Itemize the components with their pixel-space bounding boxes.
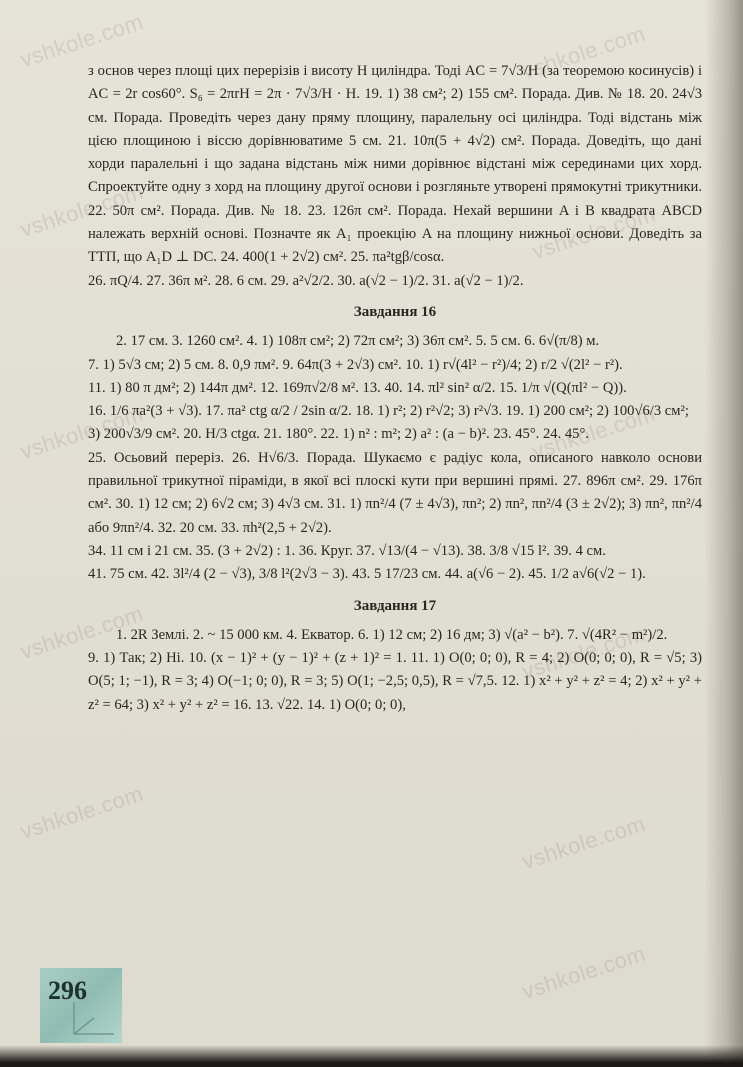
section-16-title: Завдання 16	[353, 303, 437, 320]
watermark: vshkole.com	[17, 8, 147, 73]
watermark: vshkole.com	[519, 620, 649, 685]
section-16-line: 11. 1) 80 π дм²; 2) 144π дм². 12. 169π√2/8 м². 13. 40. 14. πl² sin² α/2. 15. 1/π √(Q(πl² − Q)).	[88, 379, 627, 396]
watermark: vshkole.com	[519, 20, 649, 85]
watermark: vshkole.com	[17, 400, 147, 465]
paragraph-top-2: 26. πQ/4. 27. 36π м². 28. 6 см. 29. a²√2/2. 30. a(√2 − 1)/2. 31. a(√2 − 1)/2.	[88, 272, 524, 289]
section-17-line: 9. 1) Так; 2) Ні. 10. (x − 1)² + (y − 1)² + (z + 1)² = 1. 11. 1) O(0; 0; 0), R = 4; 2) O(0; 0; 0), R = √5; 3) O(5; 1; −1), R = 3; 4) O(−1; 0; 0), R = 3; 5) O(1; −2,5; 0,5), R = √7,5. 12. 1) x² + y² + z² = 4; 2) x² + y² + z² = 64; 3) x² + y² + z² = 16. 13. √22. 14. 1) O(0; 0; 0),	[88, 650, 702, 713]
section-16-line: 41. 75 см. 42. 3l²/4 (2 − √3), 3/8 l²(2√3 − 3). 43. 5 17/23 см. 44. a(√6 − 2). 45. 1/2 a√6(√2 − 1).	[88, 566, 646, 583]
watermark: vshkole.com	[17, 600, 147, 665]
page-number-badge	[40, 968, 122, 1043]
axes-icon	[70, 998, 118, 1038]
section-17-title: Завдання 17	[353, 597, 437, 614]
bottom-shadow	[0, 1045, 743, 1067]
watermark: vshkole.com	[17, 178, 147, 243]
answers-text	[88, 60, 702, 717]
paragraph-top-1: з основ через площі цих перерізів і висоту H циліндра. Тоді AC = 7√3/H (за теоремою косинусів) і AC = 2r cos60°. S₆ = 2πrH = 2π · 7√3/H · H. 19. 1) 38 см²; 2) 155 см². Порада. Див. № 18. 20. 24√3 см. Порада. Проведіть через дану пряму площину, паралельну осі циліндра. Тоді відстань між цією площиною і віссю дорівнюватиме 5 см. 21. 10π(5 + 4√2) см². Порада. Доведіть, що дані хорди паралельні і що задана відстань між ними дорівнює відстані між серединами цих хорд. Спроектуйте одну з хорд на площину другої основи і розгляньте утворені прямокутні трикутники. 22. 50π см². Порада. Див. № 18. 23. 126π см². Порада. Нехай вершини A і B квадрата ABCD належать верхній основі. Позначте як A₁ проекцію A на площину нижньої основи. Доведіть за ТТП, що A₁D ⊥ DC. 24. 400(1 + 2√2) см². 25. πa²tgβ/cosα.	[88, 63, 702, 266]
watermark: vshkole.com	[519, 940, 649, 1005]
watermark: vshkole.com	[529, 400, 659, 465]
section-16-line: 34. 11 см і 21 см. 35. (3 + 2√2) : 1. 36. Круг. 37. √13/(4 − √13). 38. 3/8 √15 l². 39. 4 см.	[88, 542, 606, 559]
section-17-line: 1. 2R Землі. 2. ~ 15 000 км. 4. Екватор. 6. 1) 12 см; 2) 16 дм; 3) √(a² − b²). 7. √(4R² − m²)/2.	[116, 626, 668, 643]
watermark: vshkole.com	[17, 780, 147, 845]
page-number: 296	[48, 976, 87, 1005]
section-16-line: 7. 1) 5√3 см; 2) 5 см. 8. 0,9 πм². 9. 64π(3 + 2√3) см². 10. 1) r√(4l² − r²)/4; 2) r/2 √(2l² − r²).	[88, 356, 623, 373]
watermark: vshkole.com	[519, 810, 649, 875]
section-16-line: 16. 1/6 πa²(3 + √3). 17. πa² ctg α/2 / 2sin α/2. 18. 1) r²; 2) r²√2; 3) r²√3. 19. 1) 200 см²; 2) 100√6/3 см²;	[88, 403, 689, 420]
page-edge-shadow	[705, 0, 743, 1067]
section-16-line: 2. 17 см. 3. 1260 см². 4. 1) 108π см²; 2) 72π см²; 3) 36π см². 5. 5 см. 6. 6√(π/8) м.	[116, 333, 600, 350]
section-16-line: 25. Осьовий переріз. 26. H√6/3. Порада. Шукаємо є радіус кола, описаного навколо основи правильної трикутної піраміди, в якої всі плоскі кути при вершині прямі. 27. 896π см². 29. 176π см². 30. 1) 12 см; 2) 6√2 см; 3) 4√3 см. 31. 1) πn²/4 (7 ± 4√3), πn²; 2) πn², πn²/4 (3 ± 2√2); 3) πn², πn²/4 або 9πn²/4. 32. 20 см. 33. πh²(2,5 + 2√2).	[88, 449, 702, 536]
section-16-line: 3) 200√3/9 см². 20. H/3 ctgα. 21. 180°. 22. 1) n² : m²; 2) a² : (a − b)². 23. 45°. 24. 45°.	[88, 426, 589, 443]
watermark: vshkole.com	[529, 200, 659, 265]
